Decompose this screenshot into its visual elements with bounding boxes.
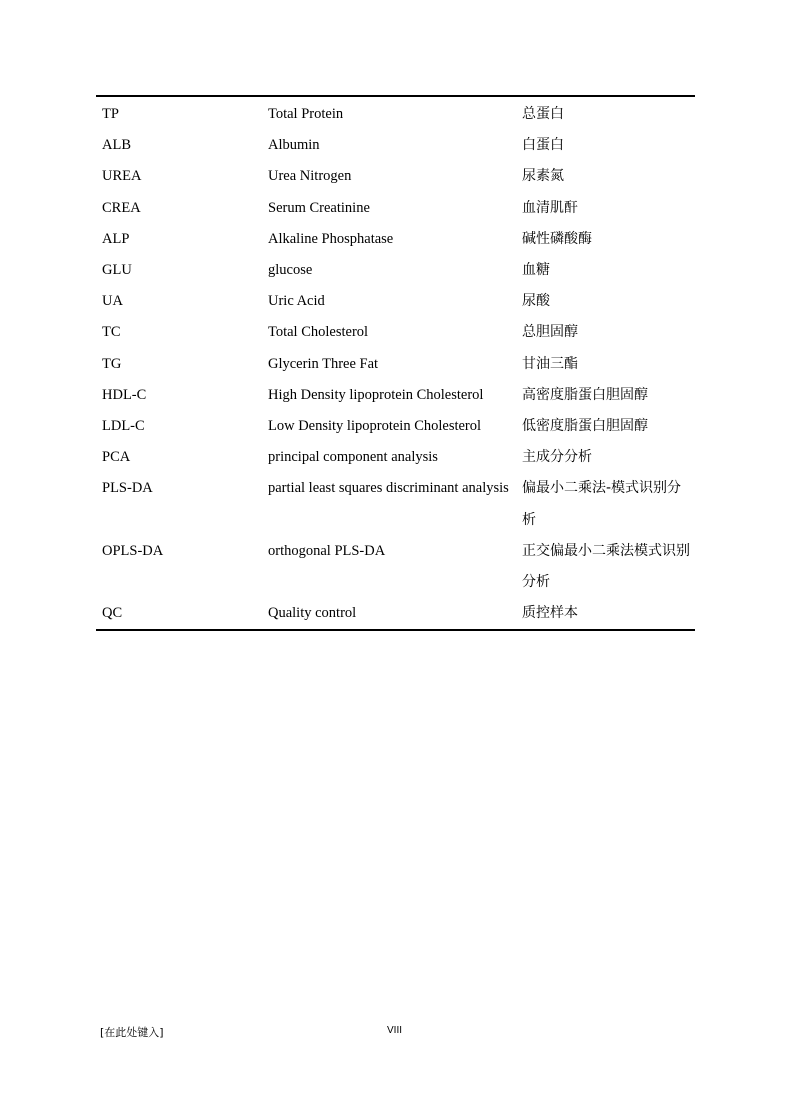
abbr-cell: LDL-C xyxy=(102,418,145,435)
english-cell: Low Density lipoprotein Cholesterol xyxy=(268,418,482,435)
english-cell: Albumin xyxy=(268,137,320,154)
table-row xyxy=(96,442,695,473)
abbr-cell: QC xyxy=(102,605,123,622)
english-cell: Alkaline Phosphatase xyxy=(268,230,394,247)
page-number: VIII xyxy=(387,1025,403,1036)
chinese-cell: 主成分分析 xyxy=(522,449,592,466)
chinese-cell: 低密度脂蛋白胆固醇 xyxy=(522,418,648,435)
table-row xyxy=(96,193,695,224)
chinese-cell: 碱性磷酸酶 xyxy=(522,230,592,247)
abbr-cell: PCA xyxy=(102,449,131,466)
abbr-cell: HDL-C xyxy=(102,386,147,403)
table-row xyxy=(96,349,695,380)
abbr-cell: TP xyxy=(102,106,119,122)
abbreviation-table xyxy=(96,95,695,631)
chinese-cell: 质控样本 xyxy=(522,605,578,622)
abbr-cell: PLS-DA xyxy=(102,480,153,497)
english-cell: orthogonal PLS-DA xyxy=(268,542,386,559)
english-cell: glucose xyxy=(268,262,313,279)
chinese-cell: 偏最小二乘法-模式识别分析 xyxy=(522,480,682,528)
english-cell: Serum Creatinine xyxy=(268,199,370,216)
table-row xyxy=(96,411,695,442)
table-row xyxy=(96,130,695,161)
english-cell: High Density lipoprotein Cholesterol xyxy=(268,386,484,403)
chinese-cell: 尿素氮 xyxy=(522,168,564,185)
chinese-cell: 正交偏最小二乘法模式识别分析 xyxy=(522,542,690,591)
abbr-cell: UREA xyxy=(102,168,142,185)
abbr-cell: ALP xyxy=(102,230,130,247)
table-row xyxy=(96,598,695,630)
abbr-cell: UA xyxy=(102,293,123,310)
chinese-cell: 总蛋白 xyxy=(522,106,564,122)
table-row xyxy=(96,317,695,348)
table-row xyxy=(96,161,695,192)
english-cell: Quality control xyxy=(268,605,357,622)
english-cell: Uric Acid xyxy=(268,293,325,310)
table-row xyxy=(96,380,695,411)
abbr-cell: GLU xyxy=(102,262,132,279)
english-cell: principal component analysis xyxy=(268,449,438,466)
english-cell: Urea Nitrogen xyxy=(268,168,352,185)
chinese-cell: 白蛋白 xyxy=(522,137,564,154)
chinese-cell: 尿酸 xyxy=(522,293,550,310)
abbr-cell: CREA xyxy=(102,199,141,216)
header-placeholder-text: [在此处键入] xyxy=(100,1026,164,1039)
abbr-cell: OPLS-DA xyxy=(102,542,164,559)
table-row xyxy=(96,473,695,535)
table-row xyxy=(96,224,695,255)
chinese-cell: 高密度脂蛋白胆固醇 xyxy=(522,386,648,403)
chinese-cell: 血糖 xyxy=(522,262,550,279)
abbr-cell: ALB xyxy=(102,137,131,154)
table-row xyxy=(96,255,695,286)
table-row xyxy=(96,96,695,130)
english-cell: Total Protein xyxy=(268,106,344,122)
abbr-cell: TC xyxy=(102,324,121,341)
table-row xyxy=(96,536,695,598)
chinese-cell: 血清肌酐 xyxy=(522,199,578,216)
chinese-cell: 总胆固醇 xyxy=(522,324,578,341)
chinese-cell: 甘油三酯 xyxy=(522,355,578,372)
english-cell: partial least squares discriminant analysis xyxy=(268,480,509,497)
table-row xyxy=(96,286,695,317)
english-cell: Glycerin Three Fat xyxy=(268,355,379,372)
abbr-cell: TG xyxy=(102,355,122,372)
english-cell: Total Cholesterol xyxy=(268,324,369,341)
